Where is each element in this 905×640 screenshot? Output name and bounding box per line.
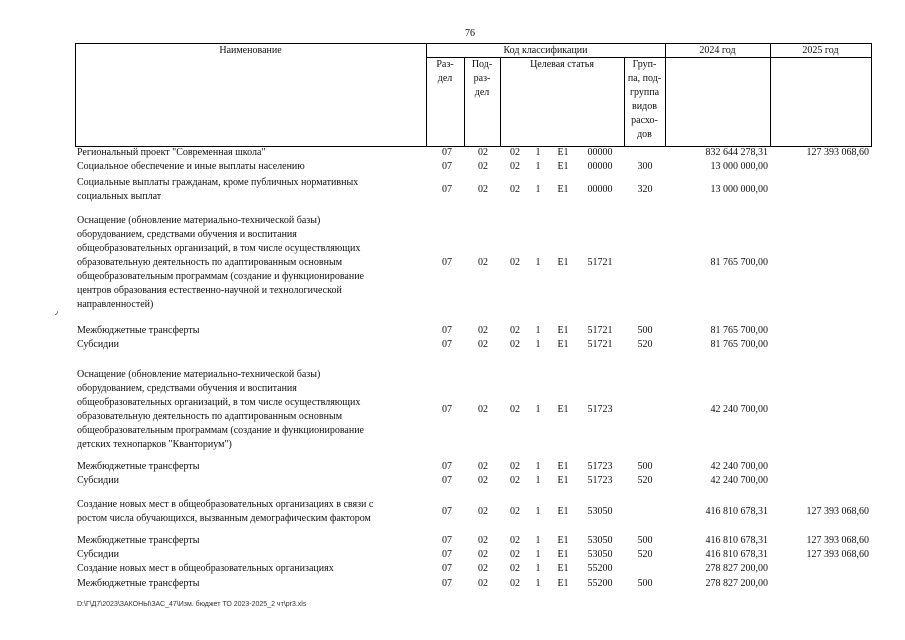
header-razdel xyxy=(426,58,464,86)
cell-gr: 500 xyxy=(637,535,653,546)
cell-c3: E1 xyxy=(557,404,569,415)
row-name xyxy=(77,460,422,474)
cell-c3: E1 xyxy=(557,161,569,172)
header-podrazdel-line: раз- xyxy=(473,73,491,84)
row-name-line: Межбюджетные трансферты xyxy=(77,461,200,472)
cell-c1: 02 xyxy=(510,506,520,517)
cell-gr: 520 xyxy=(637,549,653,560)
cell-c1: 02 xyxy=(510,257,520,268)
table-row xyxy=(0,368,905,452)
cell-c2: 1 xyxy=(535,535,541,546)
cell-c4: 51721 xyxy=(587,257,613,268)
row-name xyxy=(77,368,422,452)
cell-v24: 42 240 700,00 xyxy=(710,475,768,486)
table-row xyxy=(0,214,905,312)
header-razdel-line: Раз- xyxy=(436,59,454,70)
cell-c4: 51721 xyxy=(587,339,613,350)
cell-c2: 1 xyxy=(535,461,541,472)
header-group-line: группа xyxy=(629,87,660,98)
row-name xyxy=(77,474,422,488)
cell-pr: 02 xyxy=(478,404,488,415)
cell-c3: E1 xyxy=(557,563,569,574)
header-podrazdel xyxy=(464,58,500,100)
row-name xyxy=(77,577,422,591)
row-name-line: образовательную деятельность по адаптированным основным xyxy=(77,257,343,268)
header-name: Наименование xyxy=(219,45,282,56)
cell-gr: 500 xyxy=(637,578,653,589)
row-name-line: оборудованием, средствами обучения и воспитания xyxy=(77,383,297,394)
cell-pr: 02 xyxy=(478,535,488,546)
table-row xyxy=(0,498,905,526)
cell-v24: 13 000 000,00 xyxy=(710,161,768,172)
cell-c2: 1 xyxy=(535,257,541,268)
cell-c1: 02 xyxy=(510,563,520,574)
row-name-line: Создание новых мест в общеобразовательных организациях xyxy=(77,563,334,574)
header-podrazdel-line: Под- xyxy=(471,59,493,70)
cell-pr: 02 xyxy=(478,563,488,574)
cell-rz: 07 xyxy=(442,325,452,336)
header-2025: 2025 год xyxy=(802,45,839,56)
cell-gr: 300 xyxy=(637,161,653,172)
cell-pr: 02 xyxy=(478,339,488,350)
cell-c2: 1 xyxy=(535,578,541,589)
cell-pr: 02 xyxy=(478,147,488,158)
cell-c4: 53050 xyxy=(587,535,613,546)
row-name xyxy=(77,160,422,174)
row-name-line: образовательную деятельность по адаптированным основным xyxy=(77,411,343,422)
cell-c4: 00000 xyxy=(587,184,613,195)
cell-c1: 02 xyxy=(510,578,520,589)
cell-pr: 02 xyxy=(478,578,488,589)
table-row xyxy=(0,562,905,576)
row-name xyxy=(77,214,422,312)
cell-c4: 55200 xyxy=(587,563,613,574)
cell-v24: 416 810 678,31 xyxy=(705,535,768,546)
page-number: 76 xyxy=(465,28,475,39)
cell-v24: 81 765 700,00 xyxy=(710,325,768,336)
cell-rz: 07 xyxy=(442,506,452,517)
row-name xyxy=(77,534,422,548)
cell-c1: 02 xyxy=(510,161,520,172)
table-row xyxy=(0,160,905,174)
table-row xyxy=(0,534,905,548)
row-name-line: Межбюджетные трансферты xyxy=(77,535,200,546)
header-group-line: видов xyxy=(632,101,657,112)
cell-c2: 1 xyxy=(535,563,541,574)
row-name-line: оборудованием, средствами обучения и воспитания xyxy=(77,229,297,240)
cell-c2: 1 xyxy=(535,147,541,158)
row-name-line: детских технопарков "Кванториум") xyxy=(77,439,232,450)
cell-c4: 00000 xyxy=(587,161,613,172)
header-group xyxy=(624,58,665,142)
row-name-line: общеобразовательных организаций, в том числе осуществляющих xyxy=(77,243,361,254)
cell-rz: 07 xyxy=(442,147,452,158)
table-row xyxy=(0,324,905,338)
cell-c1: 02 xyxy=(510,325,520,336)
cell-v24: 13 000 000,00 xyxy=(710,184,768,195)
cell-v25: 127 393 068,60 xyxy=(806,506,869,517)
cell-pr: 02 xyxy=(478,325,488,336)
cell-c3: E1 xyxy=(557,506,569,517)
cell-c3: E1 xyxy=(557,535,569,546)
cell-c2: 1 xyxy=(535,339,541,350)
cell-rz: 07 xyxy=(442,184,452,195)
cell-pr: 02 xyxy=(478,461,488,472)
cell-rz: 07 xyxy=(442,535,452,546)
cell-c3: E1 xyxy=(557,147,569,158)
cell-c4: 53050 xyxy=(587,549,613,560)
cell-v24: 416 810 678,31 xyxy=(705,506,768,517)
cell-c1: 02 xyxy=(510,549,520,560)
row-name-line: ростом числа обучающихся, вызванным демографическим фактором xyxy=(77,513,371,524)
cell-v24: 278 827 200,00 xyxy=(705,563,768,574)
cell-pr: 02 xyxy=(478,184,488,195)
row-name-line: Социальное обеспечение и иные выплаты населению xyxy=(77,161,305,172)
row-name xyxy=(77,176,422,204)
cell-pr: 02 xyxy=(478,257,488,268)
scan-mark: ٫ xyxy=(55,306,58,316)
cell-v24: 42 240 700,00 xyxy=(710,404,768,415)
row-name-line: Субсидии xyxy=(77,549,119,560)
cell-c4: 51723 xyxy=(587,404,613,415)
cell-rz: 07 xyxy=(442,404,452,415)
row-name-line: общеобразовательных организаций, в том числе осуществляющих xyxy=(77,397,361,408)
cell-pr: 02 xyxy=(478,161,488,172)
row-name xyxy=(77,324,422,338)
table-row xyxy=(0,460,905,474)
header-podrazdel-line: дел xyxy=(474,87,490,98)
cell-c4: 51721 xyxy=(587,325,613,336)
header-group-line: па, под- xyxy=(627,73,662,84)
row-name-line: Межбюджетные трансферты xyxy=(77,325,200,336)
cell-c1: 02 xyxy=(510,147,520,158)
header-target: Целевая статья xyxy=(530,59,594,70)
header-group-line: Груп- xyxy=(632,59,657,70)
row-name-line: Оснащение (обновление материально-технической базы) xyxy=(77,215,321,226)
table-row xyxy=(0,577,905,591)
row-name-line: социальных выплат xyxy=(77,191,162,202)
row-name-line: центров образования естественно-научной и технологической xyxy=(77,285,342,296)
cell-rz: 07 xyxy=(442,257,452,268)
header-2024: 2024 год xyxy=(699,45,736,56)
cell-c4: 00000 xyxy=(587,147,613,158)
cell-c1: 02 xyxy=(510,535,520,546)
cell-c4: 55200 xyxy=(587,578,613,589)
cell-c4: 51723 xyxy=(587,475,613,486)
cell-pr: 02 xyxy=(478,475,488,486)
row-name-line: Оснащение (обновление материально-технической базы) xyxy=(77,369,321,380)
cell-c2: 1 xyxy=(535,161,541,172)
cell-c1: 02 xyxy=(510,461,520,472)
cell-c3: E1 xyxy=(557,461,569,472)
cell-gr: 500 xyxy=(637,461,653,472)
cell-c1: 02 xyxy=(510,184,520,195)
row-name-line: Субсидии xyxy=(77,339,119,350)
cell-c2: 1 xyxy=(535,549,541,560)
cell-gr: 520 xyxy=(637,475,653,486)
cell-rz: 07 xyxy=(442,161,452,172)
row-name xyxy=(77,146,422,160)
row-name xyxy=(77,498,422,526)
cell-rz: 07 xyxy=(442,475,452,486)
row-name-line: общеобразовательным программам (создание и функционирование xyxy=(77,271,364,282)
cell-c3: E1 xyxy=(557,578,569,589)
row-name xyxy=(77,338,422,352)
cell-gr: 500 xyxy=(637,325,653,336)
cell-v24: 278 827 200,00 xyxy=(705,578,768,589)
cell-rz: 07 xyxy=(442,578,452,589)
row-name-line: общеобразовательным программам (создание и функционирование xyxy=(77,425,364,436)
table-row xyxy=(0,146,905,160)
header-group-line: дов xyxy=(637,129,652,140)
cell-c1: 02 xyxy=(510,404,520,415)
cell-c3: E1 xyxy=(557,475,569,486)
footer-path: D:\Г\Д7\2023\ЗАКОНЫ\ЗАС_47\Изм. бюджет ТО 2023-2025_2 чт\pr3.xls xyxy=(77,601,307,608)
cell-c2: 1 xyxy=(535,325,541,336)
cell-c3: E1 xyxy=(557,549,569,560)
cell-rz: 07 xyxy=(442,461,452,472)
row-name-line: Региональный проект "Современная школа" xyxy=(77,147,266,158)
row-name-line: Создание новых мест в общеобразовательных организациях в связи с xyxy=(77,499,374,510)
cell-c2: 1 xyxy=(535,475,541,486)
cell-c2: 1 xyxy=(535,404,541,415)
row-name-line: направленностей) xyxy=(77,299,154,310)
cell-c4: 53050 xyxy=(587,506,613,517)
table-row xyxy=(0,548,905,562)
header-group-line: расхо- xyxy=(631,115,658,126)
cell-v25: 127 393 068,60 xyxy=(806,147,869,158)
cell-pr: 02 xyxy=(478,506,488,517)
cell-gr: 520 xyxy=(637,339,653,350)
table-row xyxy=(0,338,905,352)
cell-rz: 07 xyxy=(442,339,452,350)
cell-v25: 127 393 068,60 xyxy=(806,535,869,546)
cell-v24: 42 240 700,00 xyxy=(710,461,768,472)
row-name-line: Социальные выплаты гражданам, кроме публичных нормативных xyxy=(77,177,359,188)
cell-v24: 416 810 678,31 xyxy=(705,549,768,560)
cell-v24: 81 765 700,00 xyxy=(710,257,768,268)
cell-c2: 1 xyxy=(535,184,541,195)
row-name xyxy=(77,562,422,576)
cell-c2: 1 xyxy=(535,506,541,517)
row-name-line: Межбюджетные трансферты xyxy=(77,578,200,589)
cell-c4: 51723 xyxy=(587,461,613,472)
table-row xyxy=(0,474,905,488)
cell-c3: E1 xyxy=(557,339,569,350)
header-razdel-line: дел xyxy=(437,73,453,84)
cell-v24: 81 765 700,00 xyxy=(710,339,768,350)
table-row xyxy=(0,176,905,204)
cell-v24: 832 644 278,31 xyxy=(705,147,768,158)
cell-c3: E1 xyxy=(557,325,569,336)
cell-pr: 02 xyxy=(478,549,488,560)
cell-v25: 127 393 068,60 xyxy=(806,549,869,560)
cell-rz: 07 xyxy=(442,563,452,574)
cell-c3: E1 xyxy=(557,184,569,195)
cell-c3: E1 xyxy=(557,257,569,268)
row-name xyxy=(77,548,422,562)
cell-c1: 02 xyxy=(510,475,520,486)
cell-rz: 07 xyxy=(442,549,452,560)
cell-gr: 320 xyxy=(637,184,653,195)
row-name-line: Субсидии xyxy=(77,475,119,486)
cell-c1: 02 xyxy=(510,339,520,350)
header-code: Код классификации xyxy=(503,45,588,56)
